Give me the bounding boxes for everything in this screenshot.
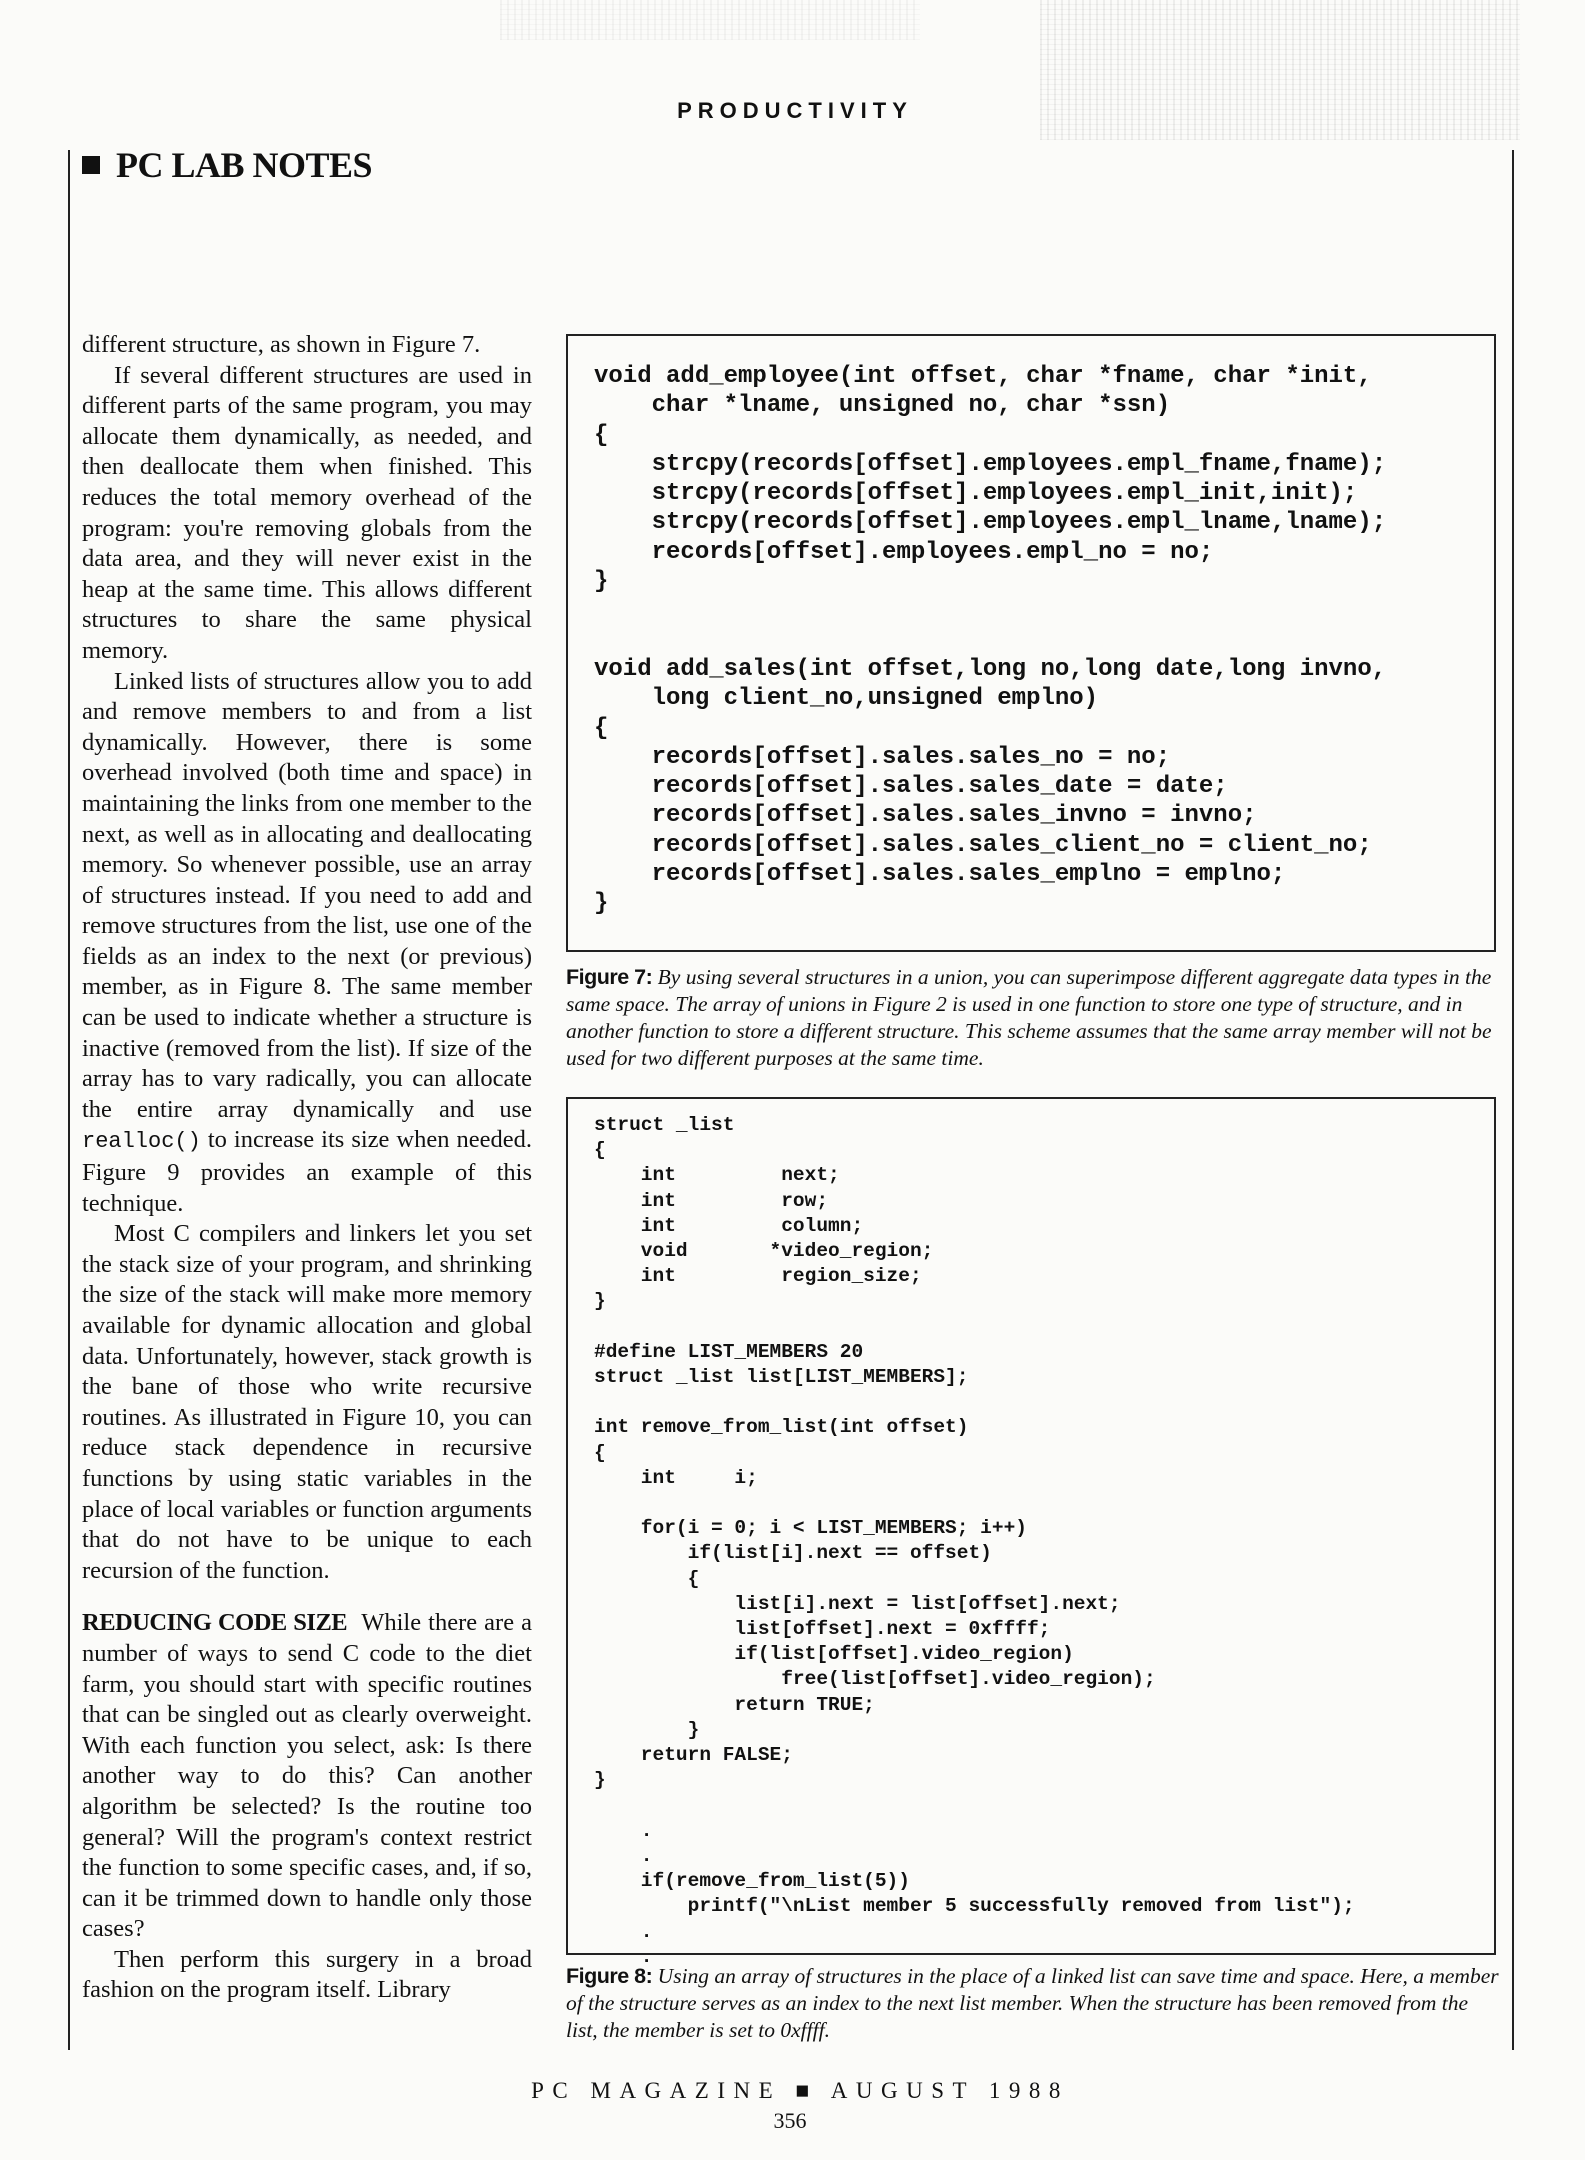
- left-rule: [68, 150, 70, 2050]
- square-bullet-icon: [82, 156, 100, 174]
- section-title: [82, 144, 372, 186]
- paragraph-text: While there are a number of ways to send C code to the diet farm, you should start with specific routines that can be singled out as clearly overweight. With each function you select, ask: Is there another way to do this? Can another algorithm be selected? Is the routine too general? Will the program's context restrict the function to some specific cases, and, if so, can it be trimmed down to handle only those cases?: [82, 1609, 533, 1943]
- code-listing: struct _list { int next; int row; int column; void *video_region; int region_size; } #define LIST_MEMBERS 20 struct _list list[LIST_MEMBERS]; int remove_from_list(int offset) { int i; for(i = 0; i < LIST_MEMBERS; i++) if(list[i].next == offset) { list[i].next = list[offset].next; list[offset].next = 0xffff; if(list[offset].video_region) free(list[offset].video_region); return TRUE; } return FALSE; } . . if(remove_from_list(5)) printf("\nList member 5 successfully removed from list"); . .: [594, 1114, 1355, 1968]
- scan-noise-top-right: [1040, 0, 1520, 140]
- inline-code: realloc(): [82, 1129, 201, 1155]
- figure-7-code-box: [566, 334, 1496, 952]
- paragraph: [82, 1608, 532, 1945]
- article-body-column: [82, 330, 532, 2006]
- paragraph: If several different structures are used in different parts of the same program, you may allocate them dynamically, as needed, and then deallocate them when finished. This reduces the total memory overhead of the program: you're removing globals from the data area, and they will never exist in the heap at the same time. This allows different structures to share the same physical memory.: [82, 361, 532, 664]
- scan-noise-top: [500, 0, 920, 40]
- paragraph: Then perform this surgery in a broad fashion on the program itself. Library: [82, 1945, 532, 2004]
- paragraph-text: Linked lists of structures allow you to add and remove members to and from a list dynamically. However, there is some overhead involved (both time and space) in maintaining the links from one member to the next, as well as in allocating and deallocating memory. So whenever possible, use an array of structures instead. If you need to add and remove structures from the list, use one of the fields as an index to the next (or previous) member, as in Figure 8. The same member can be used to indicate whether a structure is inactive (removed from the list). If size of the array has to vary radically, you can allocate the entire array dynamically and use: [82, 667, 532, 1123]
- paragraph: [82, 667, 532, 1220]
- paragraph-text: to increase its size when needed. Figure 9 provides an example of this technique.: [82, 1126, 532, 1217]
- subheading: REDUCING CODE SIZE: [82, 1609, 348, 1637]
- figure-8-caption: [566, 1963, 1501, 2044]
- caption-text: Using an array of structures in the place of a linked list can save time and space. Here, a member of the structure serves as an index to the next list member. When the structure has been removed from the list, the member is set to 0xffff.: [566, 1964, 1499, 2042]
- running-head: PRODUCTIVITY: [677, 98, 913, 123]
- section-title-text: PC LAB NOTES: [116, 145, 373, 185]
- paragraph: Most C compilers and linkers let you set the stack size of your program, and shrinking the size of the stack will make more memory available for dynamic allocation and global data. Unfortunately, however, stack growth is the bane of those who write recursive routines. As illustrated in Figure 10, you can reduce stack dependence in recursive functions by using static variables in the place of local variables or function arguments that do not have to be unique to each recursion of the function.: [82, 1220, 532, 1584]
- figure-7-caption: [566, 964, 1501, 1072]
- figure-label: Figure 8:: [566, 1964, 653, 1988]
- code-listing: void add_employee(int offset, char *fname, char *init, char *lname, unsigned no, char *ssn) { strcpy(records[offset].employees.empl_fname,fname); strcpy(records[offset].employees.empl_init,init); strcpy(records[offset].employees.empl_lname,lname); records[offset].employees.empl_no = no; } void add_sales(int offset,long no,long date,long invno, long client_no,unsigned emplno) { records[offset].sales.sales_no = no; records[offset].sales.sales_date = date; records[offset].sales.sales_invno = invno; records[offset].sales.sales_client_no = client_no; records[offset].sales.sales_emplno = emplno; }: [594, 363, 1387, 918]
- caption-text: By using several structures in a union, you can superimpose different aggregate data types in the same space. The array of unions in Figure 2 is used in one function to store one type of structure, and in another function to store a different structure. This scheme assumes that the same array member will not be used for two different purposes at the same time.: [566, 965, 1492, 1070]
- page-number: 356: [773, 2108, 807, 2133]
- publication-footer: PC MAGAZINE ■ AUGUST 1988: [531, 2078, 1069, 2103]
- right-rule: [1512, 150, 1514, 2050]
- figure-8-code-box: [566, 1097, 1496, 1968]
- paragraph: different structure, as shown in Figure 7.: [82, 331, 481, 358]
- figure-label: Figure 7:: [566, 965, 653, 989]
